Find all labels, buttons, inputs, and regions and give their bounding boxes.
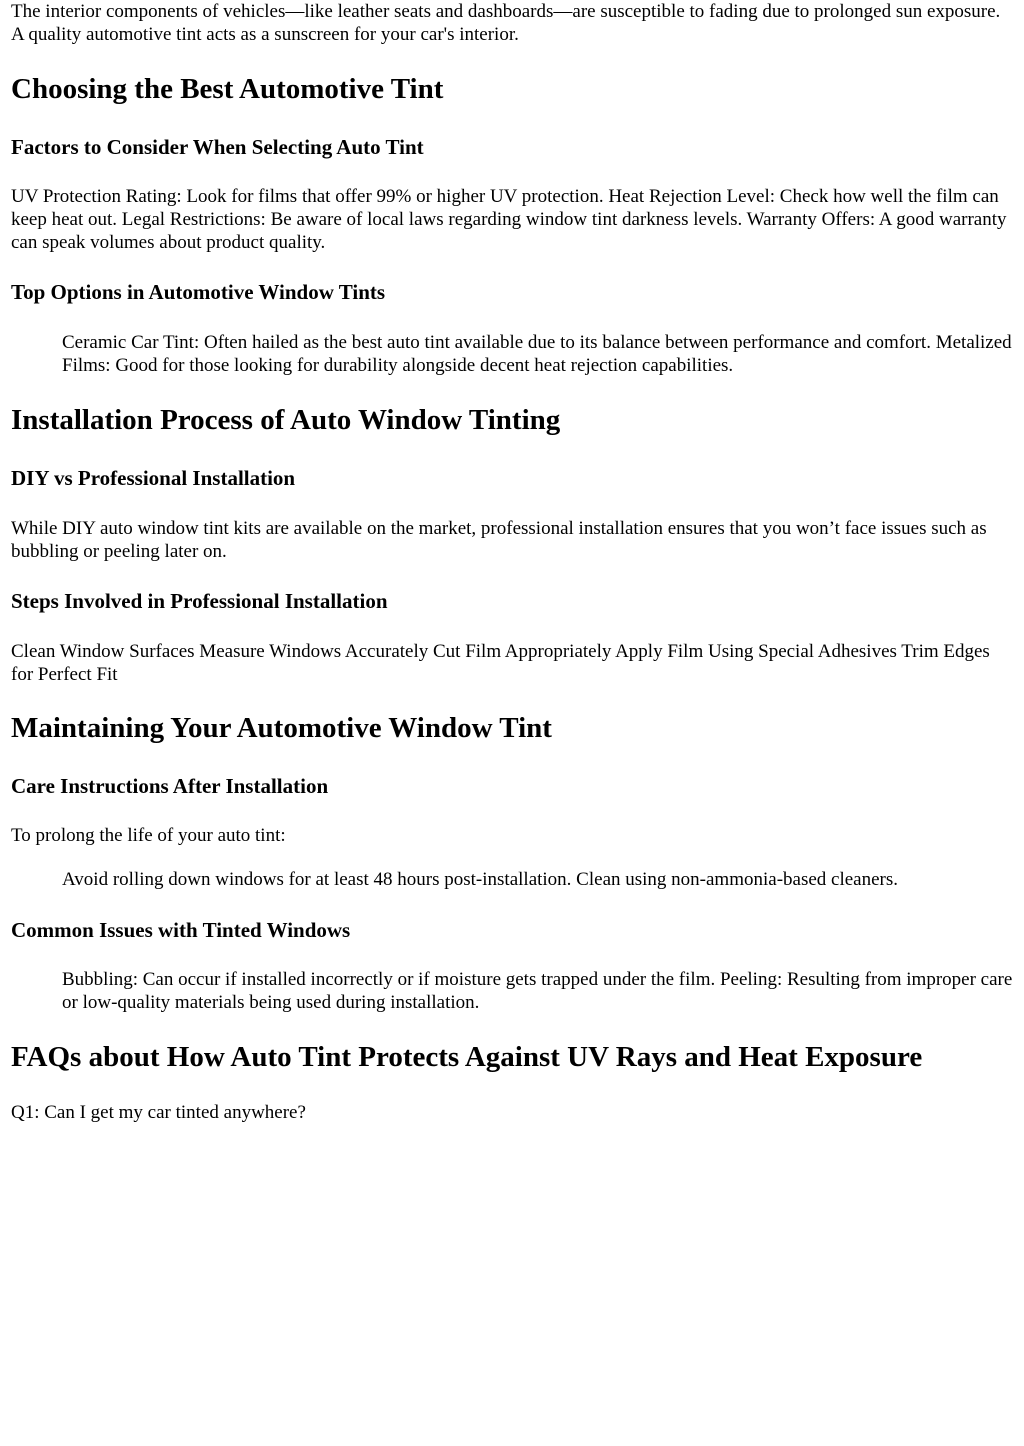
heading-choosing-best-tint: Choosing the Best Automotive Tint [11, 73, 444, 105]
intro-paragraph: The interior components of vehicles—like leather seats and dashboards—are susceptible to fading due to prolonged sun exposure. A quality automotive tint acts as a sunscreen for your car's interior. [11, 1, 1001, 45]
heading-faqs: FAQs about How Auto Tint Protects Against UV Rays and Heat Exposure [11, 1041, 923, 1073]
heading-care-instructions: Care Instructions After Installation [11, 774, 329, 798]
heading-maintaining: Maintaining Your Automotive Window Tint [11, 712, 552, 744]
care-list: Avoid rolling down windows for at least 48 hours post-installation. Clean using non-ammonia-based cleaners. [62, 869, 899, 890]
factors-paragraph: UV Protection Rating: Look for films that offer 99% or higher UV protection. Heat Rejection Level: Check how well the film can keep heat out. Legal Restrictions: Be aware of local laws regarding window tint darkness levels. Warranty Offers: A good warranty can speak volumes about product quality. [11, 186, 1007, 253]
heading-installation-process: Installation Process of Auto Window Tinting [11, 404, 561, 436]
heading-common-issues: Common Issues with Tinted Windows [11, 918, 351, 942]
diy-paragraph: While DIY auto window tint kits are available on the market, professional installation ensures that you won’t face issues such as bubbling or peeling later on. [11, 518, 987, 562]
common-issues-list: Bubbling: Can occur if installed incorrectly or if moisture gets trapped under the film. Peeling: Resulting from improper care or low-quality materials being used during installation. [62, 969, 1013, 1013]
top-options-list: Ceramic Car Tint: Often hailed as the best auto tint available due to its balance between performance and comfort. Metalized Films: Good for those looking for durability alongside decent heat rejection capabilities. [62, 332, 1012, 376]
heading-factors: Factors to Consider When Selecting Auto Tint [11, 135, 424, 159]
heading-diy-vs-professional: DIY vs Professional Installation [11, 466, 296, 490]
care-intro-paragraph: To prolong the life of your auto tint: [11, 825, 286, 846]
steps-paragraph: Clean Window Surfaces Measure Windows Accurately Cut Film Appropriately Apply Film Using Special Adhesives Trim Edges for Perfect Fit [11, 641, 990, 685]
faq-question-1: Q1: Can I get my car tinted anywhere? [11, 1102, 306, 1123]
heading-top-options: Top Options in Automotive Window Tints [11, 280, 386, 304]
heading-steps: Steps Involved in Professional Installation [11, 589, 388, 613]
